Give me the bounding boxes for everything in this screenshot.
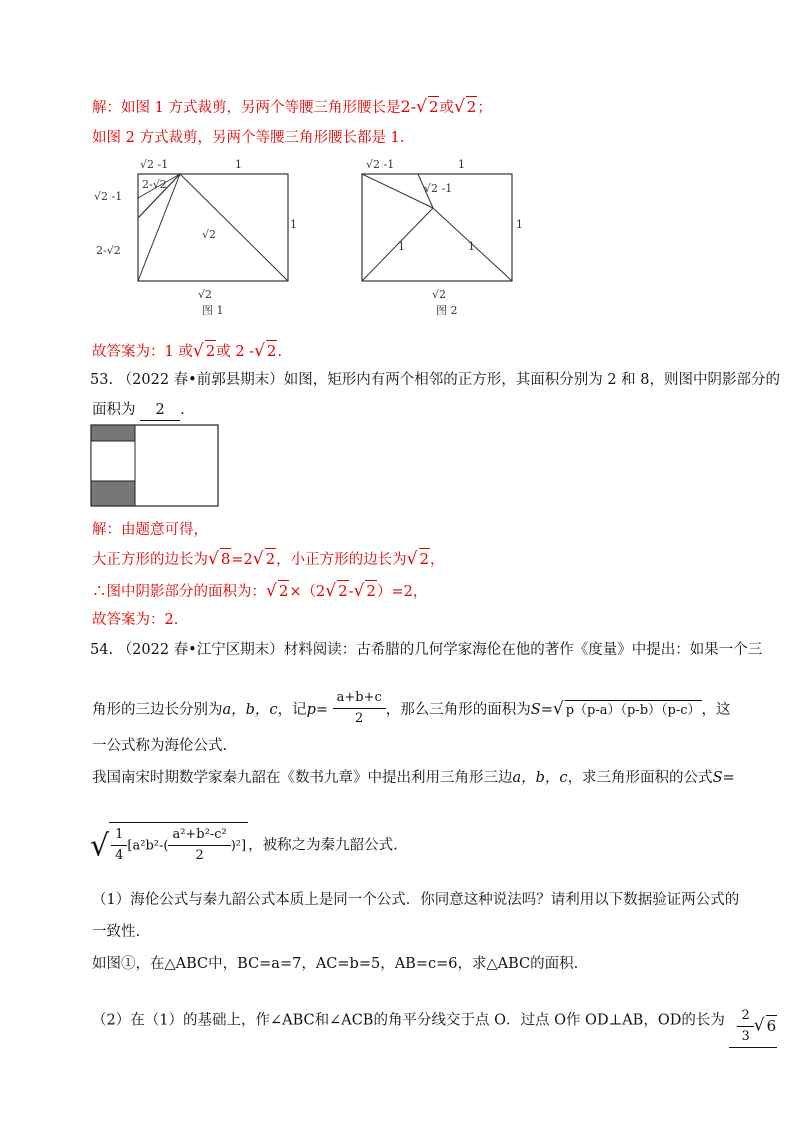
fig2-inner-left: 1	[398, 240, 405, 253]
q54-part1-c: 如图①，在△ABC中，BC=a=7，AC=b=5，AB=c=6，求△ABC的面积.	[92, 956, 579, 972]
fig1-left-upper: √2 -1	[94, 190, 123, 203]
sol53-line1: 解：由题意可得，	[92, 522, 208, 538]
fig2-inner-right: 1	[468, 240, 475, 253]
fig1-right: 1	[290, 218, 297, 231]
fig1-left-lower: 2-√2	[96, 244, 121, 257]
fig1-top-left: √2 -1	[140, 158, 169, 171]
q54-part1-a: （1）海伦公式与秦九韶公式本质上是同一个公式．你同意这种说法吗？请利用以下数据验证两公式的	[92, 892, 740, 908]
sol53-line2: 大正方形的边长为√ 8=2√ 2，小正方形的边长为√ 2，	[92, 549, 445, 569]
fig2-bottom: √2	[432, 288, 447, 301]
fig1-inner-small: 2-√2	[142, 178, 167, 191]
q54-answer-blank: $\frac{2}{3}$ √ 6	[729, 1006, 777, 1048]
fig2-caption: 图 2	[436, 304, 458, 317]
q54-line1: 54. （2022 春•江宁区期末）材料阅读：古希腊的几何学家海伦在他的著作《度量》中提出：如果一个三	[90, 642, 763, 658]
figure-1	[90, 150, 300, 320]
fig2-inner-top: √2 -1	[424, 182, 453, 195]
fig1-inner-big: √2	[202, 228, 217, 241]
sol52-line2: 如图 2 方式裁剪，另两个等腰三角形腰长都是 1.	[92, 130, 405, 146]
sol53-line4: 故答案为：2.	[92, 612, 179, 628]
q53-line1: 53. （2022 春•前郭县期末）如图，矩形内有两个相邻的正方形，其面积分别为 2 和 8，则图中阴影部分的	[90, 372, 781, 388]
sol52-line1: 解：如图 1 方式裁剪，另两个等腰三角形腰长是2-√ 2或√ 2；	[92, 97, 492, 117]
q54-line3: 一公式称为海伦公式.	[92, 738, 228, 754]
q53-answer-blank: 2	[140, 400, 180, 421]
p-fraction: $\frac{a+b+c}{2}$	[333, 688, 386, 729]
fig1-top-right: 1	[235, 158, 242, 171]
q54-part2: （2）在（1）的基础上，作∠ABC和∠ACB的角平分线交于点 O．过点 O作 OD⊥AB，OD的长为 $\frac{2}{3}$ √ 6	[92, 1006, 777, 1048]
q54-line4: 我国南宋时期数学家秦九韶在《数书九章》中提出利用三角形三边a，b，c，求三角形面积的公式S=	[92, 770, 735, 786]
fig1-caption: 图 1	[202, 304, 224, 317]
fig2-right: 1	[516, 218, 523, 231]
figure-2	[340, 150, 540, 320]
sol52-answer: 故答案为：1 或√ 2或 2 -√ 2.	[92, 341, 283, 361]
sol53-line3: ∴图中阴影部分的面积为：√ 2×（2√ 2-√ 2）=2，	[92, 581, 428, 601]
qin-formula: √ $\frac{1}{4}$ [a²b²-( $\frac{\text{a²+b²-c²}}{2}$ )²] ，被称之为秦九韶公式.	[90, 822, 398, 866]
q53-figure	[90, 424, 220, 508]
fig2-top-left: √2 -1	[366, 158, 395, 171]
q54-part1-b: 一致性.	[92, 924, 141, 940]
q53-line2: 面积为 2 .	[92, 400, 185, 421]
fig1-bottom: √2	[198, 288, 213, 301]
q54-line2: 角形的三边长分别为a，b，c，记p= $\frac{a+b+c}{2}$ ，那么三角形的面积为S=√ p（p-a）（p-b）（p-c），这	[92, 688, 731, 729]
fig2-top-right: 1	[458, 158, 465, 171]
